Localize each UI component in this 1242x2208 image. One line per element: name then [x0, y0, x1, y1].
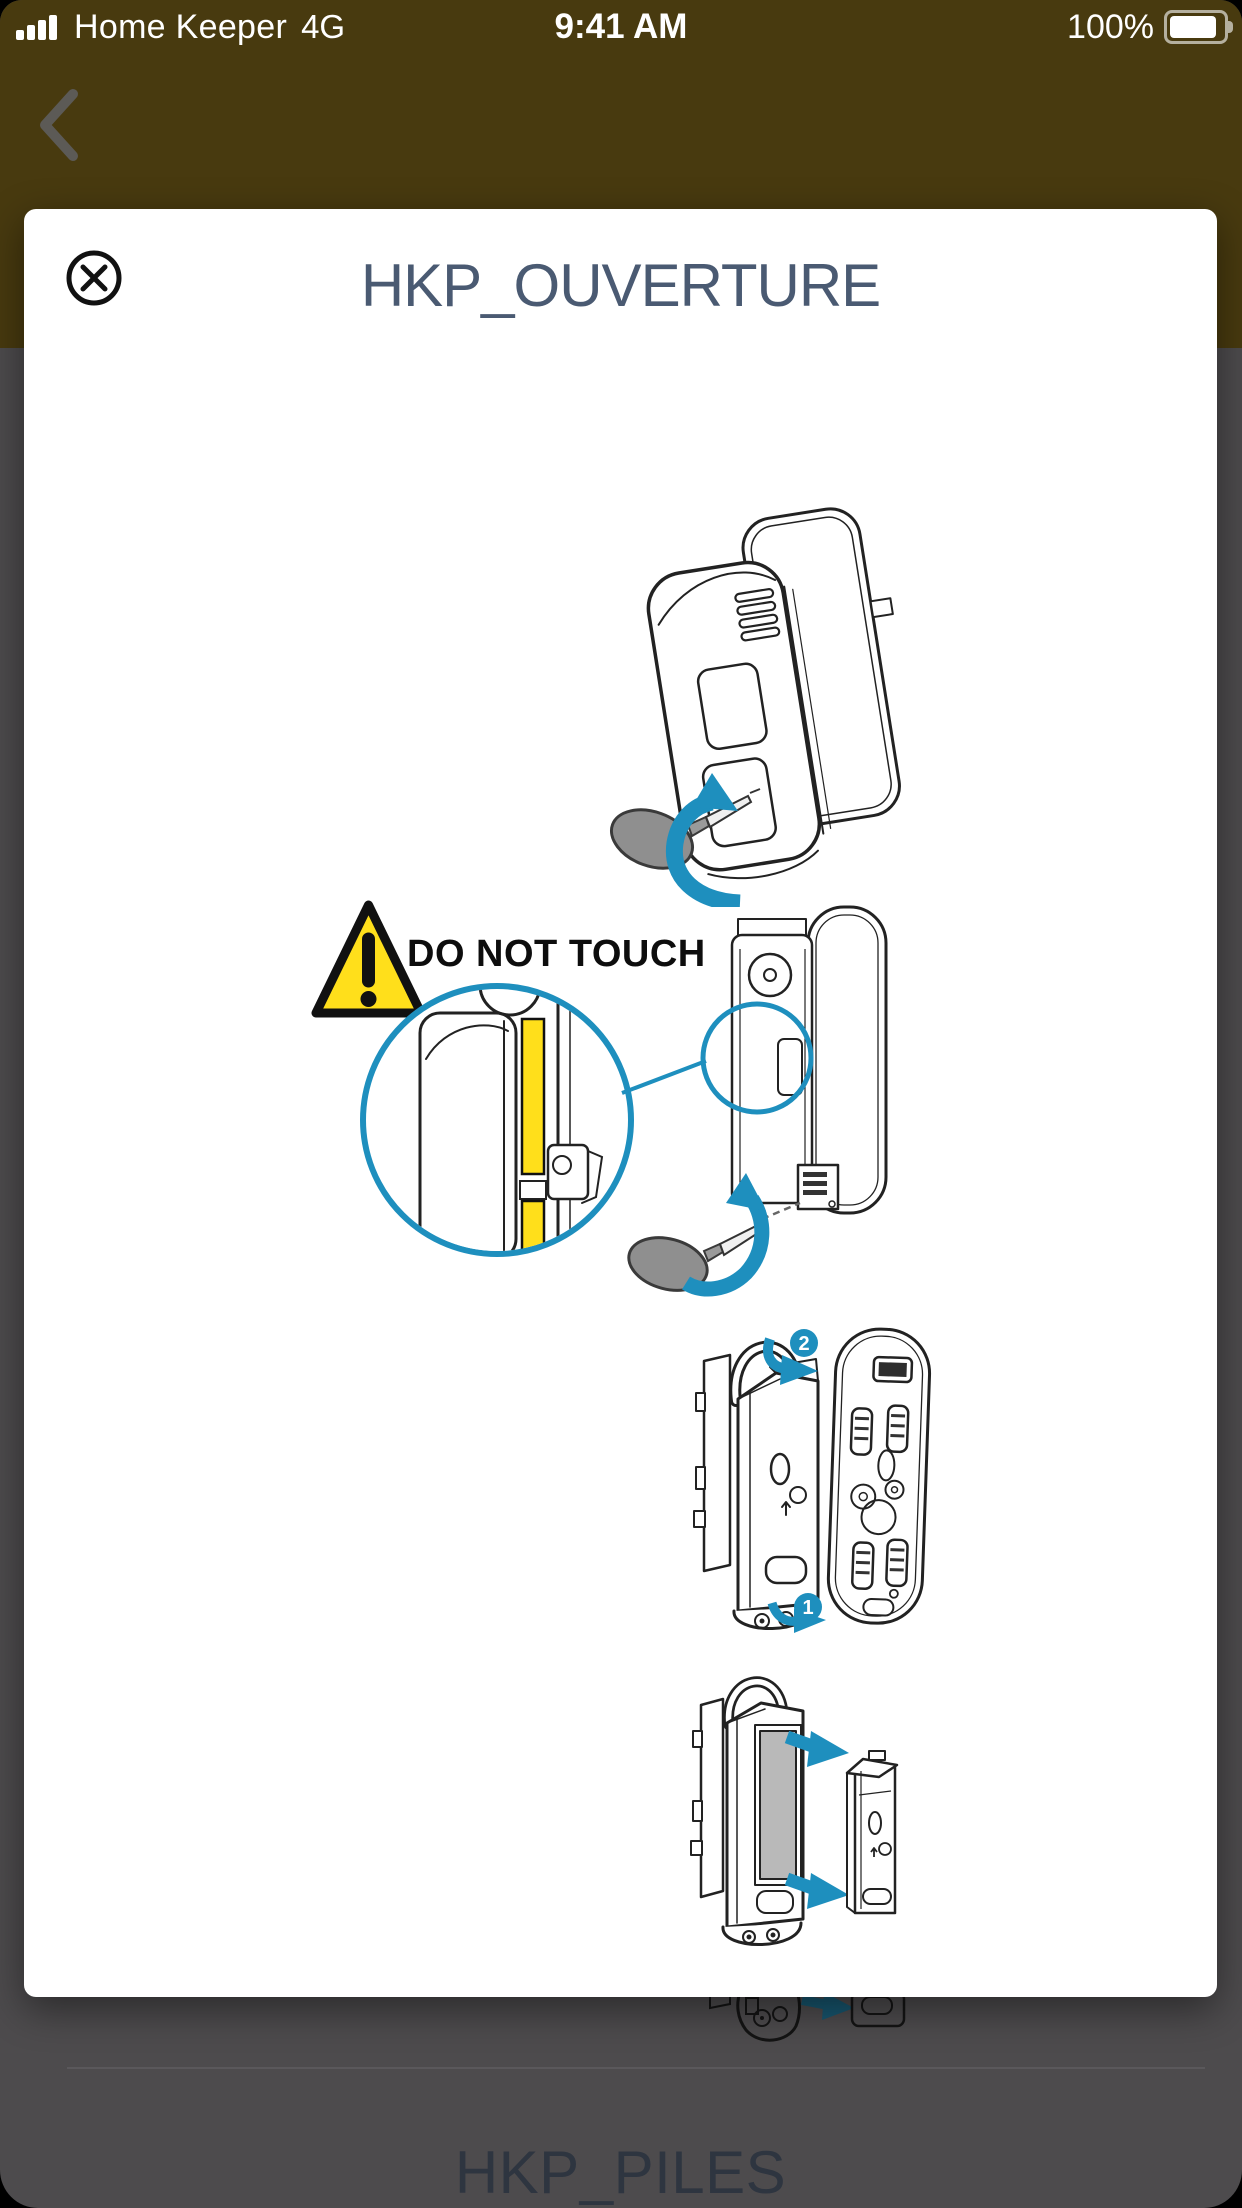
screwdriver-guide-line	[762, 1203, 800, 1219]
warning-text: DO NOT TOUCH	[407, 933, 706, 975]
next-section-title: HKP_PILES	[454, 2139, 787, 2206]
chassis-assembly-drawing	[694, 1347, 818, 1629]
back-cover-drawing	[827, 1328, 931, 1625]
battery-icon	[1164, 10, 1228, 44]
figure-remove-battery	[673, 1661, 923, 1961]
document-modal[interactable]	[24, 209, 1217, 1997]
battery-pack-drawing	[847, 1751, 897, 1913]
warning-triangle-icon	[316, 905, 421, 1013]
step-1-badge	[794, 1593, 822, 1621]
section-divider	[67, 2067, 1205, 2069]
page-title: HKP_OUVERTURE	[360, 252, 881, 319]
battery-percent-label: 100%	[1067, 7, 1154, 46]
device-battery	[760, 1731, 796, 1879]
network-label: 4G	[301, 8, 346, 45]
figure-unscrew-housing	[600, 487, 920, 907]
status-bar-right	[1067, 0, 1228, 54]
chevron-left-icon	[33, 86, 83, 164]
dimmed-next-figure	[700, 1992, 930, 2068]
step-1-label: 1	[802, 1597, 814, 1619]
step-2-badge	[790, 1329, 818, 1357]
magnifier-connector-line	[622, 1061, 706, 1093]
chassis-with-battery-drawing	[691, 1682, 803, 1945]
status-bar	[0, 0, 1242, 54]
carrier-label: Home Keeper	[74, 7, 288, 46]
step-2-label: 2	[798, 1333, 810, 1355]
figure-detach-back-cover	[670, 1315, 960, 1645]
back-button[interactable]	[26, 84, 90, 168]
clock-label: 9:41 AM	[554, 7, 688, 46]
